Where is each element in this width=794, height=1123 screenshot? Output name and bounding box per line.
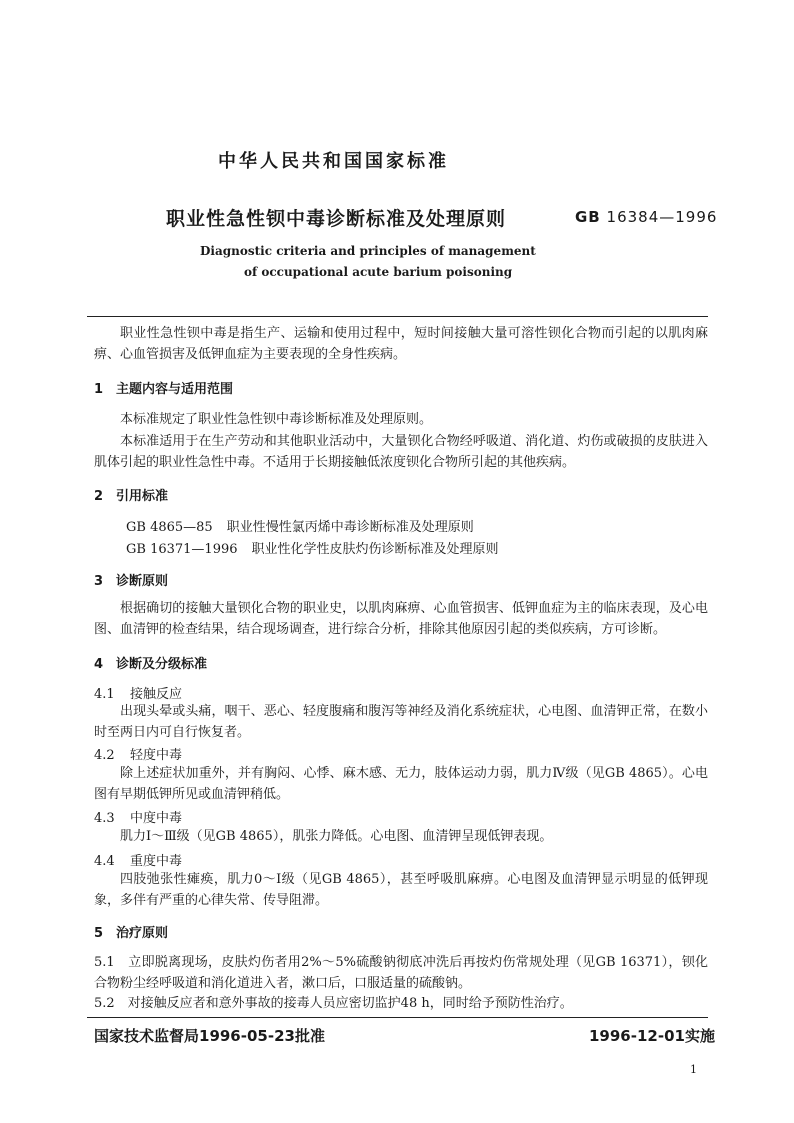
subsection-title: 重度中毒 — [130, 854, 183, 869]
standard-prefix: GB — [575, 208, 601, 226]
subsection-4-4-text: 四肢弛张性瘫痪，肌力0～Ⅰ级（见GB 4865），甚至呼吸肌麻痹。心电图及血清钾显示明显的低钾现象，多伴有严重的心律失常、传导阻滞。 — [94, 872, 708, 908]
reference-name: 职业性慢性氯丙烯中毒诊断标准及处理原则 — [226, 520, 474, 535]
section-1-heading — [94, 378, 233, 397]
section-5-paragraph-1: 5.1 立即脱离现场，皮肤灼伤者用2%～5%硫酸钠彻底冲洗后再按灼伤常规处理（见GB 16371），钡化合物粉尘经呼吸道和消化道进入者，漱口后，口服适量的硫酸钠。 — [94, 955, 708, 991]
section-2-title: 引用标准 — [116, 489, 169, 504]
section-1-title: 主题内容与适用范围 — [116, 382, 234, 397]
section-3-heading — [94, 570, 168, 589]
section-4-title: 诊断及分级标准 — [116, 657, 208, 672]
section-3-paragraph: 根据确切的接触大量钡化合物的职业史，以肌肉麻痹、心血管损害、低钾血症为主的临床表现，及心电图、血清钾的检查结果，结合现场调查，进行综合分析，排除其他原因引起的类似疾病，方可诊断。 — [94, 601, 708, 637]
subsection-4-1-heading — [94, 683, 182, 702]
english-title-line2: of occupational acute barium poisoning — [244, 265, 513, 279]
page-number: 1 — [690, 1063, 697, 1076]
english-title-line1: Diagnostic criteria and principles of management — [200, 244, 536, 258]
subsection-title: 中度中毒 — [130, 811, 183, 826]
section-5-heading — [94, 922, 168, 941]
section-1-paragraph-2: 本标准适用于在生产劳动和其他职业活动中，大量钡化合物经呼吸道、消化道、灼伤或破损的皮肤进入肌体引起的职业性急性中毒。不适用于长期接触低浓度钡化合物所引起的其他疾病。 — [94, 434, 708, 470]
subsection-4-2-heading — [94, 744, 182, 763]
intro-paragraph: 职业性急性钡中毒是指生产、运输和使用过程中，短时间接触大量可溶性钡化合物而引起的以肌肉麻痹、心血管损害及低钾血症为主要表现的全身性疾病。 — [94, 326, 708, 362]
section-1-paragraph-1: 本标准规定了职业性急性钡中毒诊断标准及处理原则。 — [120, 412, 433, 427]
section-5-title: 治疗原则 — [116, 926, 169, 941]
document-title: 职业性急性钡中毒诊断标准及处理原则 — [166, 208, 507, 230]
reference-name: 职业性化学性皮肤灼伤诊断标准及处理原则 — [251, 542, 499, 557]
section-2-number: 2 — [94, 489, 104, 504]
section-2-heading — [94, 485, 168, 504]
subsection-4-2-text: 除上述症状加重外，并有胸闷、心悸、麻木感、无力，肢体运动力弱，肌力Ⅳ级（见GB 4865）。心电图有早期低钾所见或血清钾稍低。 — [94, 766, 708, 802]
subsection-number: 4.2 — [94, 748, 115, 763]
subsection-number: 4.3 — [94, 811, 115, 826]
section-3-number: 3 — [94, 574, 104, 589]
standard-number — [575, 208, 717, 226]
reference-item — [126, 516, 474, 535]
subsection-4-4-heading — [94, 850, 182, 869]
reference-item — [126, 538, 499, 557]
reference-code: GB 16371—1996 — [126, 542, 238, 557]
implementation-date: 1996-12-01实施 — [589, 1027, 715, 1045]
section-5-number: 5 — [94, 926, 104, 941]
standard-type: 中华人民共和国国家标准 — [218, 151, 449, 172]
section-3-title: 诊断原则 — [116, 574, 169, 589]
subsection-number: 4.1 — [94, 687, 115, 702]
reference-code: GB 4865—85 — [126, 520, 213, 535]
section-5-paragraph-2: 5.2 对接触反应者和意外事故的接毒人员应密切监护48 h，同时给予预防性治疗。 — [94, 996, 573, 1011]
approval-date: 国家技术监督局1996-05-23批准 — [94, 1027, 325, 1045]
subsection-number: 4.4 — [94, 854, 115, 869]
section-1-number: 1 — [94, 382, 104, 397]
subsection-title: 接触反应 — [130, 687, 183, 702]
header-divider — [87, 316, 708, 317]
section-4-number: 4 — [94, 657, 104, 672]
subsection-4-3-heading — [94, 807, 182, 826]
section-4-heading — [94, 653, 207, 672]
subsection-4-3-text: 肌力Ⅰ～Ⅲ级（见GB 4865），肌张力降低。心电图、血清钾呈现低钾表现。 — [120, 829, 553, 844]
subsection-4-1-text: 出现头晕或头痛，咽干、恶心、轻度腹痛和腹泻等神经及消化系统症状，心电图、血清钾正常，在数小时至两日内可自行恢复者。 — [94, 704, 708, 740]
subsection-title: 轻度中毒 — [130, 748, 183, 763]
footer-divider — [87, 1017, 708, 1018]
standard-number-value: 16384—1996 — [606, 208, 718, 226]
